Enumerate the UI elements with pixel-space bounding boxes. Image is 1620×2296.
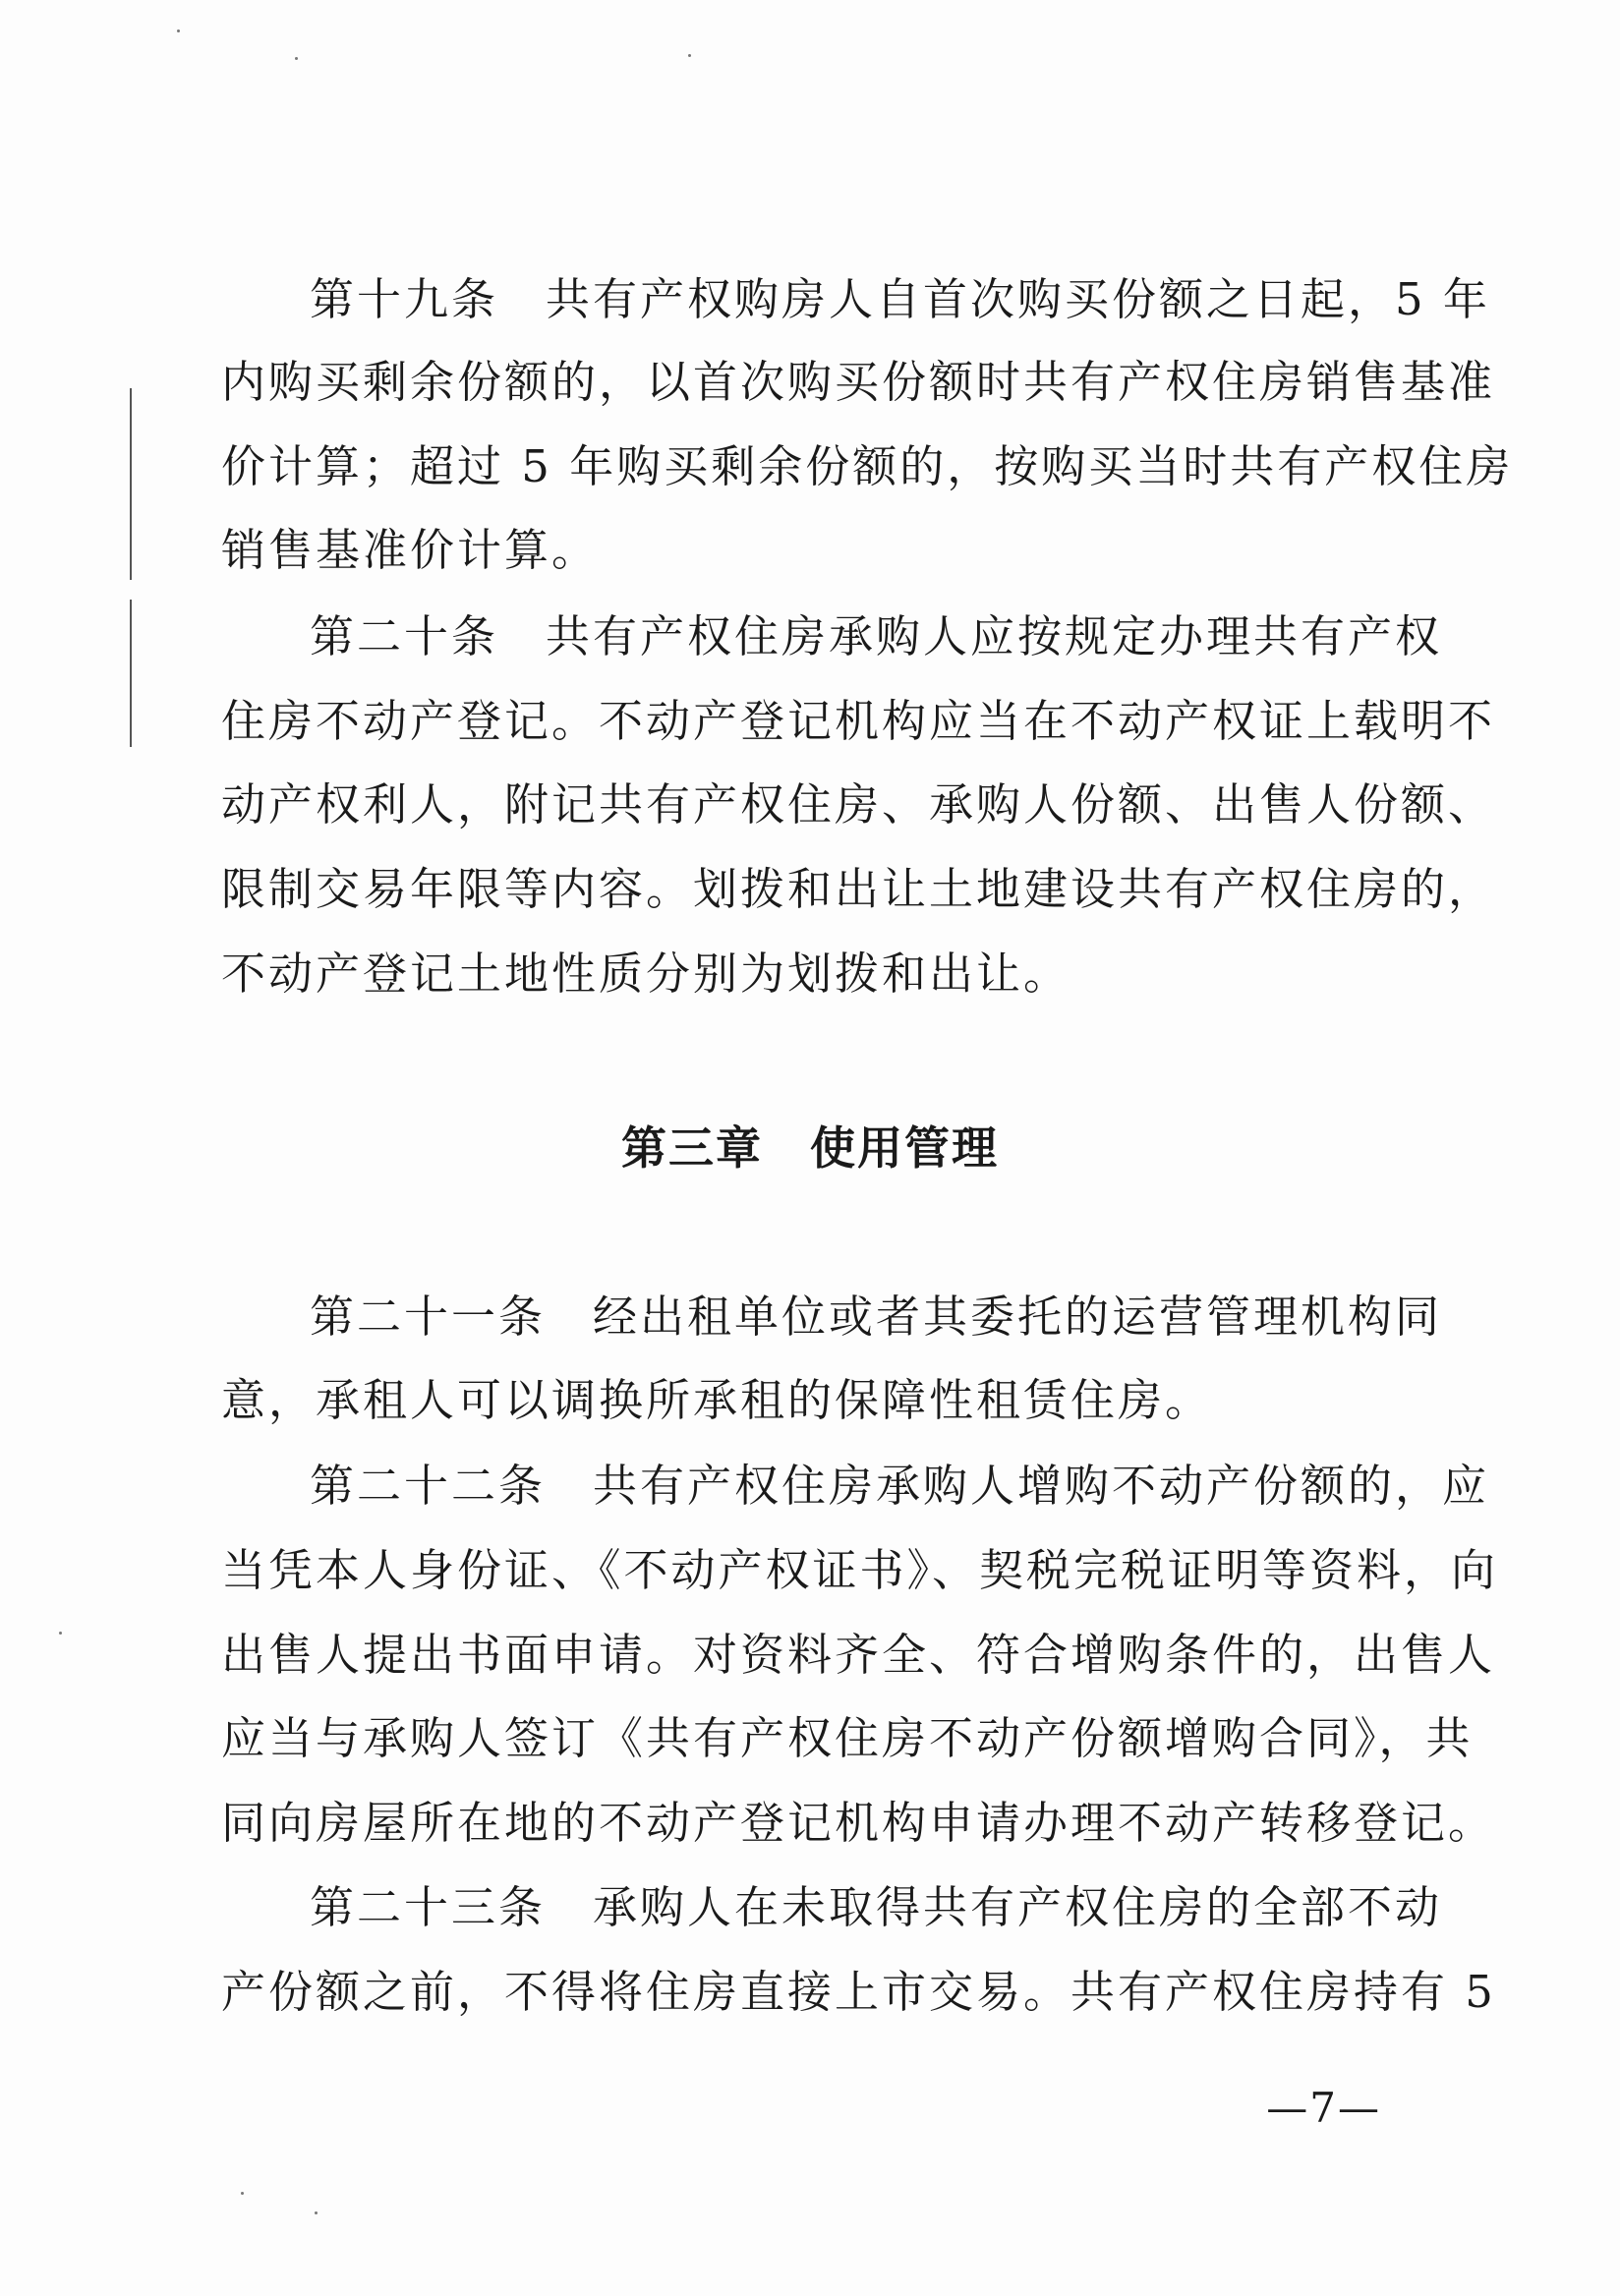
article-20-line-2: 住房不动产登记。不动产登记机构应当在不动产权证上载明不 [221, 695, 1496, 747]
article-20-line-3: 动产权利人，附记共有产权住房、承购人份额、出售人份额、 [221, 778, 1496, 831]
article-20-line-5: 不动产登记土地性质分别为划拨和出让。 [221, 947, 1071, 1000]
article-19-line-2: 内购买剩余份额的，以首次购买份额时共有产权住房销售基准 [221, 356, 1496, 408]
scan-margin-line [130, 600, 132, 747]
scan-margin-line [130, 388, 132, 580]
article-19-line-3: 价计算；超过 5 年购买剩余份额的，按购买当时共有产权住房 [221, 440, 1514, 492]
article-19-line-4: 销售基准价计算。 [221, 524, 600, 576]
scan-dot [315, 2211, 318, 2214]
chapter-heading: 第三章 使用管理 [621, 1121, 999, 1175]
article-23-line-2: 产份额之前，不得将住房直接上市交易。共有产权住房持有 5 [221, 1966, 1496, 2018]
article-20-line-1: 第二十条 共有产权住房承购人应按规定办理共有产权 [310, 610, 1443, 662]
article-23-line-1: 第二十三条 承购人在未取得共有产权住房的全部不动 [310, 1881, 1443, 1933]
scan-dot [241, 2192, 244, 2195]
scan-dot [177, 29, 180, 32]
scan-dot [59, 1632, 62, 1635]
article-19-line-1: 第十九条 共有产权购房人自首次购买份额之日起，5 年 [310, 273, 1490, 325]
article-22-line-1: 第二十二条 共有产权住房承购人增购不动产份额的，应 [310, 1460, 1490, 1512]
article-22-line-3: 出售人提出书面申请。对资料齐全、符合增购条件的，出售人 [221, 1629, 1496, 1681]
article-21-line-2: 意，承租人可以调换所承租的保障性租赁住房。 [221, 1374, 1213, 1426]
article-22-line-2: 当凭本人身份证、《不动产权证书》、契税完税证明等资料，向 [221, 1544, 1499, 1596]
scan-dot [295, 57, 298, 60]
page-number: —7— [1266, 2084, 1381, 2132]
article-22-line-4: 应当与承购人签订《共有产权住房不动产份额增购合同》，共 [221, 1712, 1474, 1764]
article-21-line-1: 第二十一条 经出租单位或者其委托的运营管理机构同 [310, 1291, 1443, 1343]
article-22-line-5: 同向房屋所在地的不动产登记机构申请办理不动产转移登记。 [221, 1797, 1496, 1849]
scan-dot [688, 54, 691, 57]
article-20-line-4: 限制交易年限等内容。划拨和出让土地建设共有产权住房的， [221, 863, 1496, 915]
